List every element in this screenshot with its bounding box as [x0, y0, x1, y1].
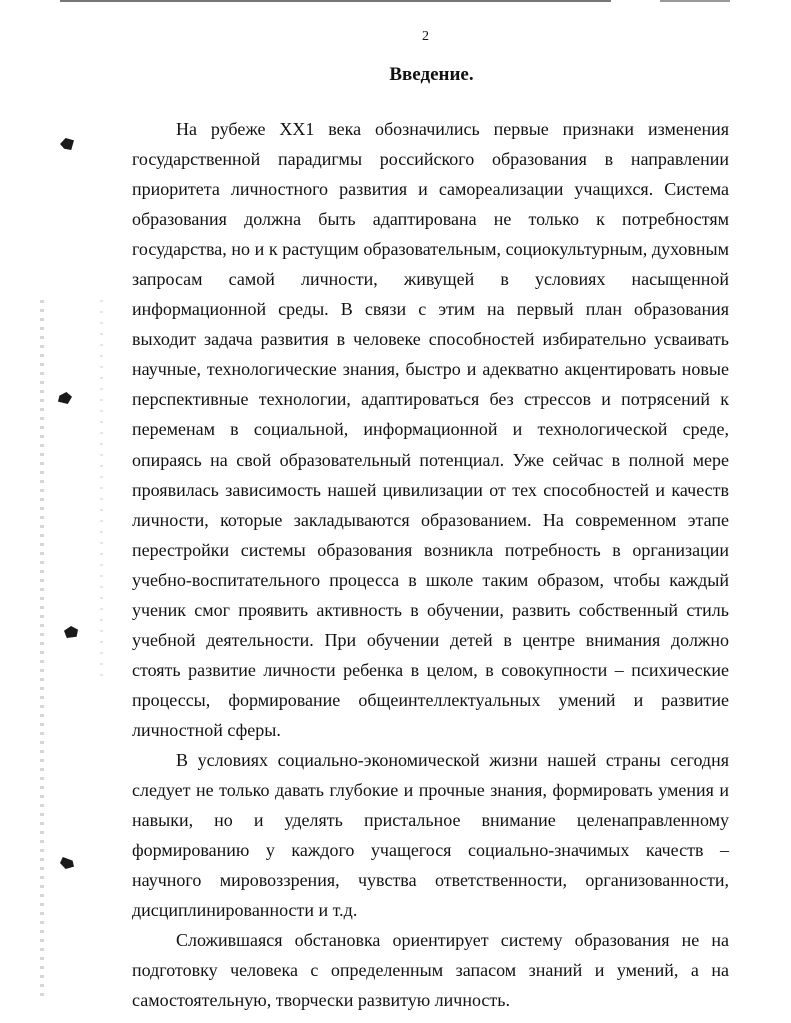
- scan-binding-artifact: [40, 300, 44, 1000]
- margin-hole-mark: [60, 857, 74, 869]
- margin-hole-mark: [64, 626, 78, 638]
- scan-binding-artifact-inner: [100, 300, 103, 680]
- page-title: Введение.: [389, 64, 474, 85]
- paragraph: Сложившаяся обстановка ориентирует систему образования не на подготовку человека с определенным запасом знаний и умений, а на самостоятельную, творчески развитую личность.: [132, 930, 729, 1011]
- margin-hole-mark: [60, 138, 74, 150]
- document-body: [132, 114, 729, 1015]
- scan-top-border: [60, 0, 611, 2]
- margin-hole-mark: [58, 392, 72, 404]
- scan-top-border-right: [660, 0, 730, 2]
- paragraph: На рубеже XX1 века обозначились первые признаки изменения государственной парадигмы российского образования в направлении приоритета личностного развития и самореализации учащихся. Система образования должна быть адаптирована не только к потребностям государства, но и к растущим образовательным, социокультурным, духовным запросам самой личности, живущей в условиях насыщенной информационной среды. В связи с этим на первый план образования выходит задача развития в человеке способностей избирательно усваивать научные, технологические знания, быстро и адекватно акцентировать новые перспективные технологии, адаптироваться без стрессов и потрясений к переменам в социальной, информационной и технологической среде, опираясь на свой образовательный потенциал. Уже сейчас в полной мере проявилась зависимость нашей цивилизации от тех способностей и качеств личности, которые закладываются образованием. На современном этапе перестройки системы образования возникла потребность в организации учебно-воспитательного процесса в школе таким образом, чтобы каждый ученик смог проявить активность в обучении, развить собственный стиль учебной деятельности. При обучении детей в центре внимания должно стоять развитие личности ребенка в целом, в совокупности – психические процессы, формирование общеинтеллектуальных умений и развитие личностной сферы.: [132, 119, 729, 740]
- page-number: 2: [422, 29, 429, 44]
- paragraph: В условиях социально-экономической жизни нашей страны сегодня следует не только давать глубокие и прочные знания, формировать умения и навыки, но и уделять пристальное внимание целенаправленному формированию у каждого учащегося социально-значимых качеств – научного мировоззрения, чувства ответственности, организованности, дисциплинированности и т.д.: [132, 749, 729, 921]
